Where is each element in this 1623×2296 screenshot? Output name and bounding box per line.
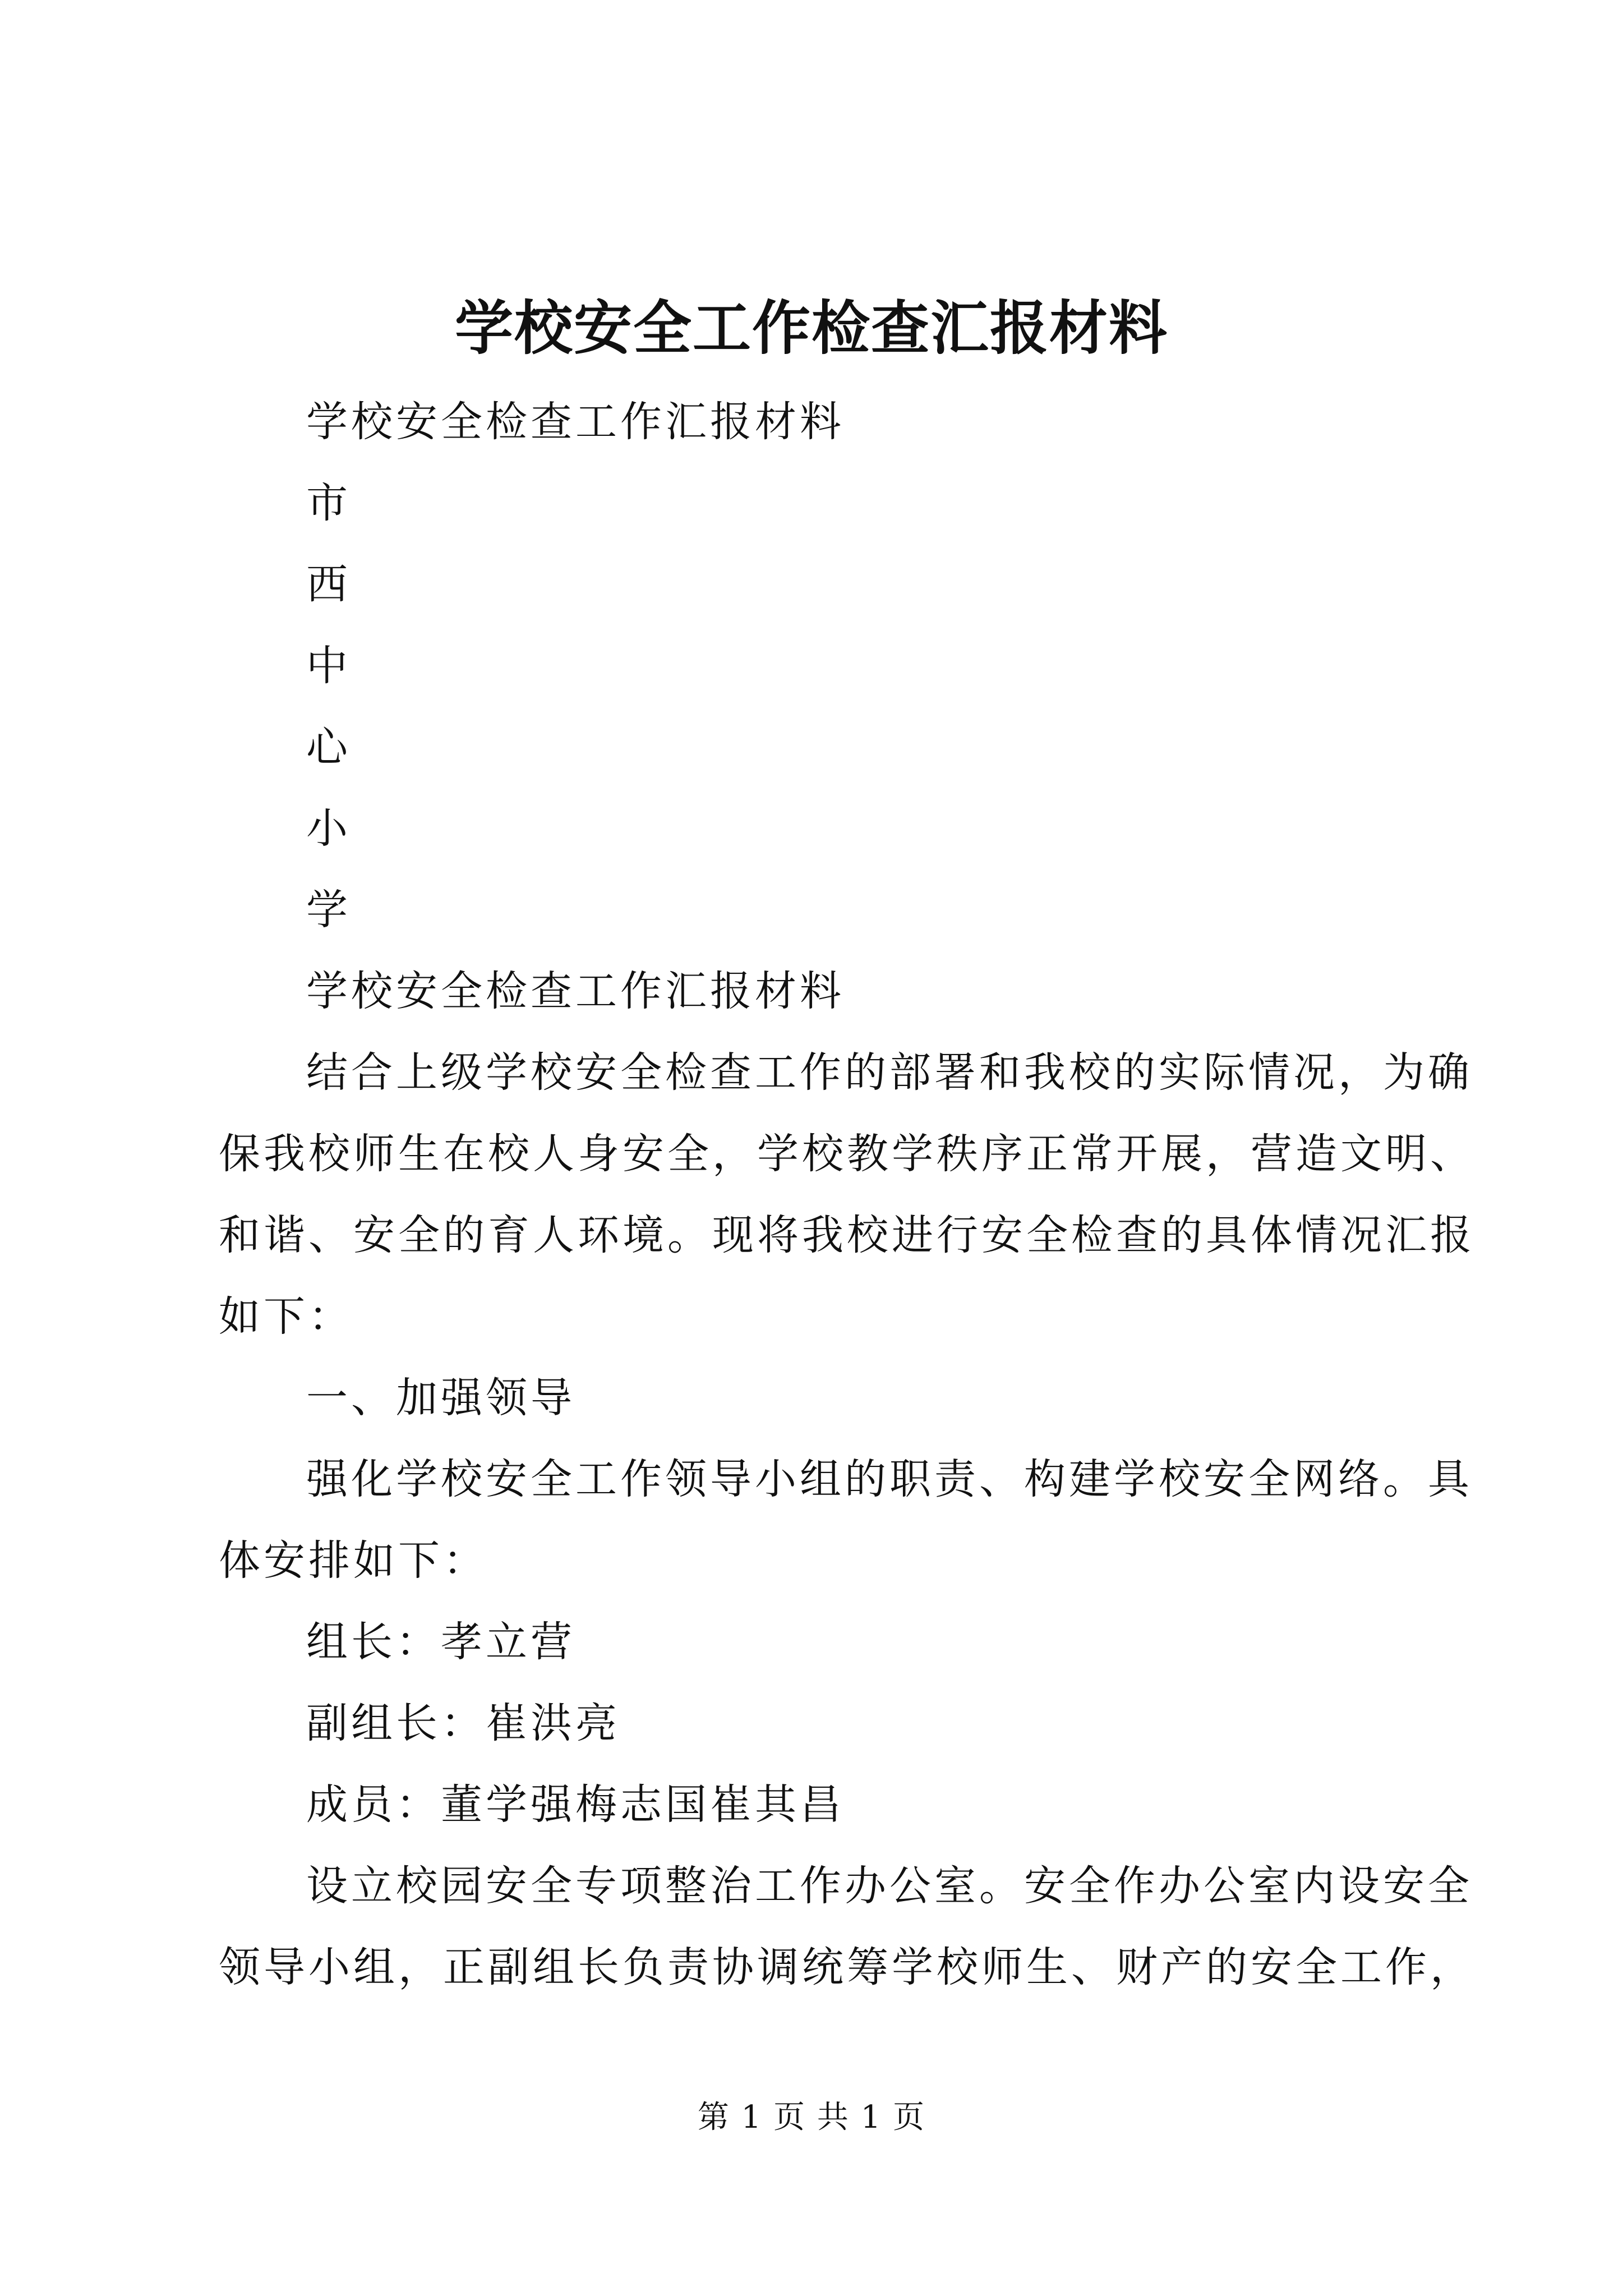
school-name-char: 学: [306, 886, 351, 934]
school-name-char: 心: [306, 723, 351, 771]
school-name-char: 西: [306, 560, 351, 609]
report-heading: 学校安全检查工作汇报材料: [306, 967, 845, 1015]
deputy-leader-line: 副组长：崔洪亮: [306, 1699, 620, 1747]
members-line: 成员：董学强梅志国崔其昌: [306, 1780, 845, 1829]
paragraph-line: 强化学校安全工作领导小组的职责、构建学校安全网络。具: [306, 1455, 1473, 1503]
leader-line: 组长：孝立营: [306, 1618, 575, 1666]
paragraph-line: 领导小组，正副组长负责协调统筹学校师生、财产的安全工作，: [219, 1943, 1475, 1991]
paragraph-line: 保我校师生在校人身安全，学校教学秩序正常开展，营造文明、: [219, 1130, 1475, 1178]
document-title: 学校安全工作检查汇报材料: [454, 293, 1168, 362]
paragraph-line: 设立校园安全专项整治工作办公室。安全作办公室内设安全: [306, 1862, 1473, 1910]
paragraph-line: 体安排如下：: [219, 1536, 488, 1585]
subtitle-line: 学校安全检查工作汇报材料: [306, 398, 845, 446]
paragraph-line: 和谐、安全的育人环境。现将我校进行安全检查的具体情况汇报: [219, 1211, 1475, 1259]
paragraph-line: 结合上级学校安全检查工作的部署和我校的实际情况，为确: [306, 1048, 1473, 1097]
page-footer: 第 1 页 共 1 页: [697, 2099, 926, 2136]
section-heading: 一、加强领导: [306, 1374, 575, 1422]
document-body: [219, 381, 1475, 2008]
school-name-char: 市: [306, 479, 351, 527]
school-name-char: 小: [306, 804, 351, 853]
school-name-char: 中: [306, 642, 351, 690]
paragraph-line: 如下：: [219, 1292, 353, 1341]
